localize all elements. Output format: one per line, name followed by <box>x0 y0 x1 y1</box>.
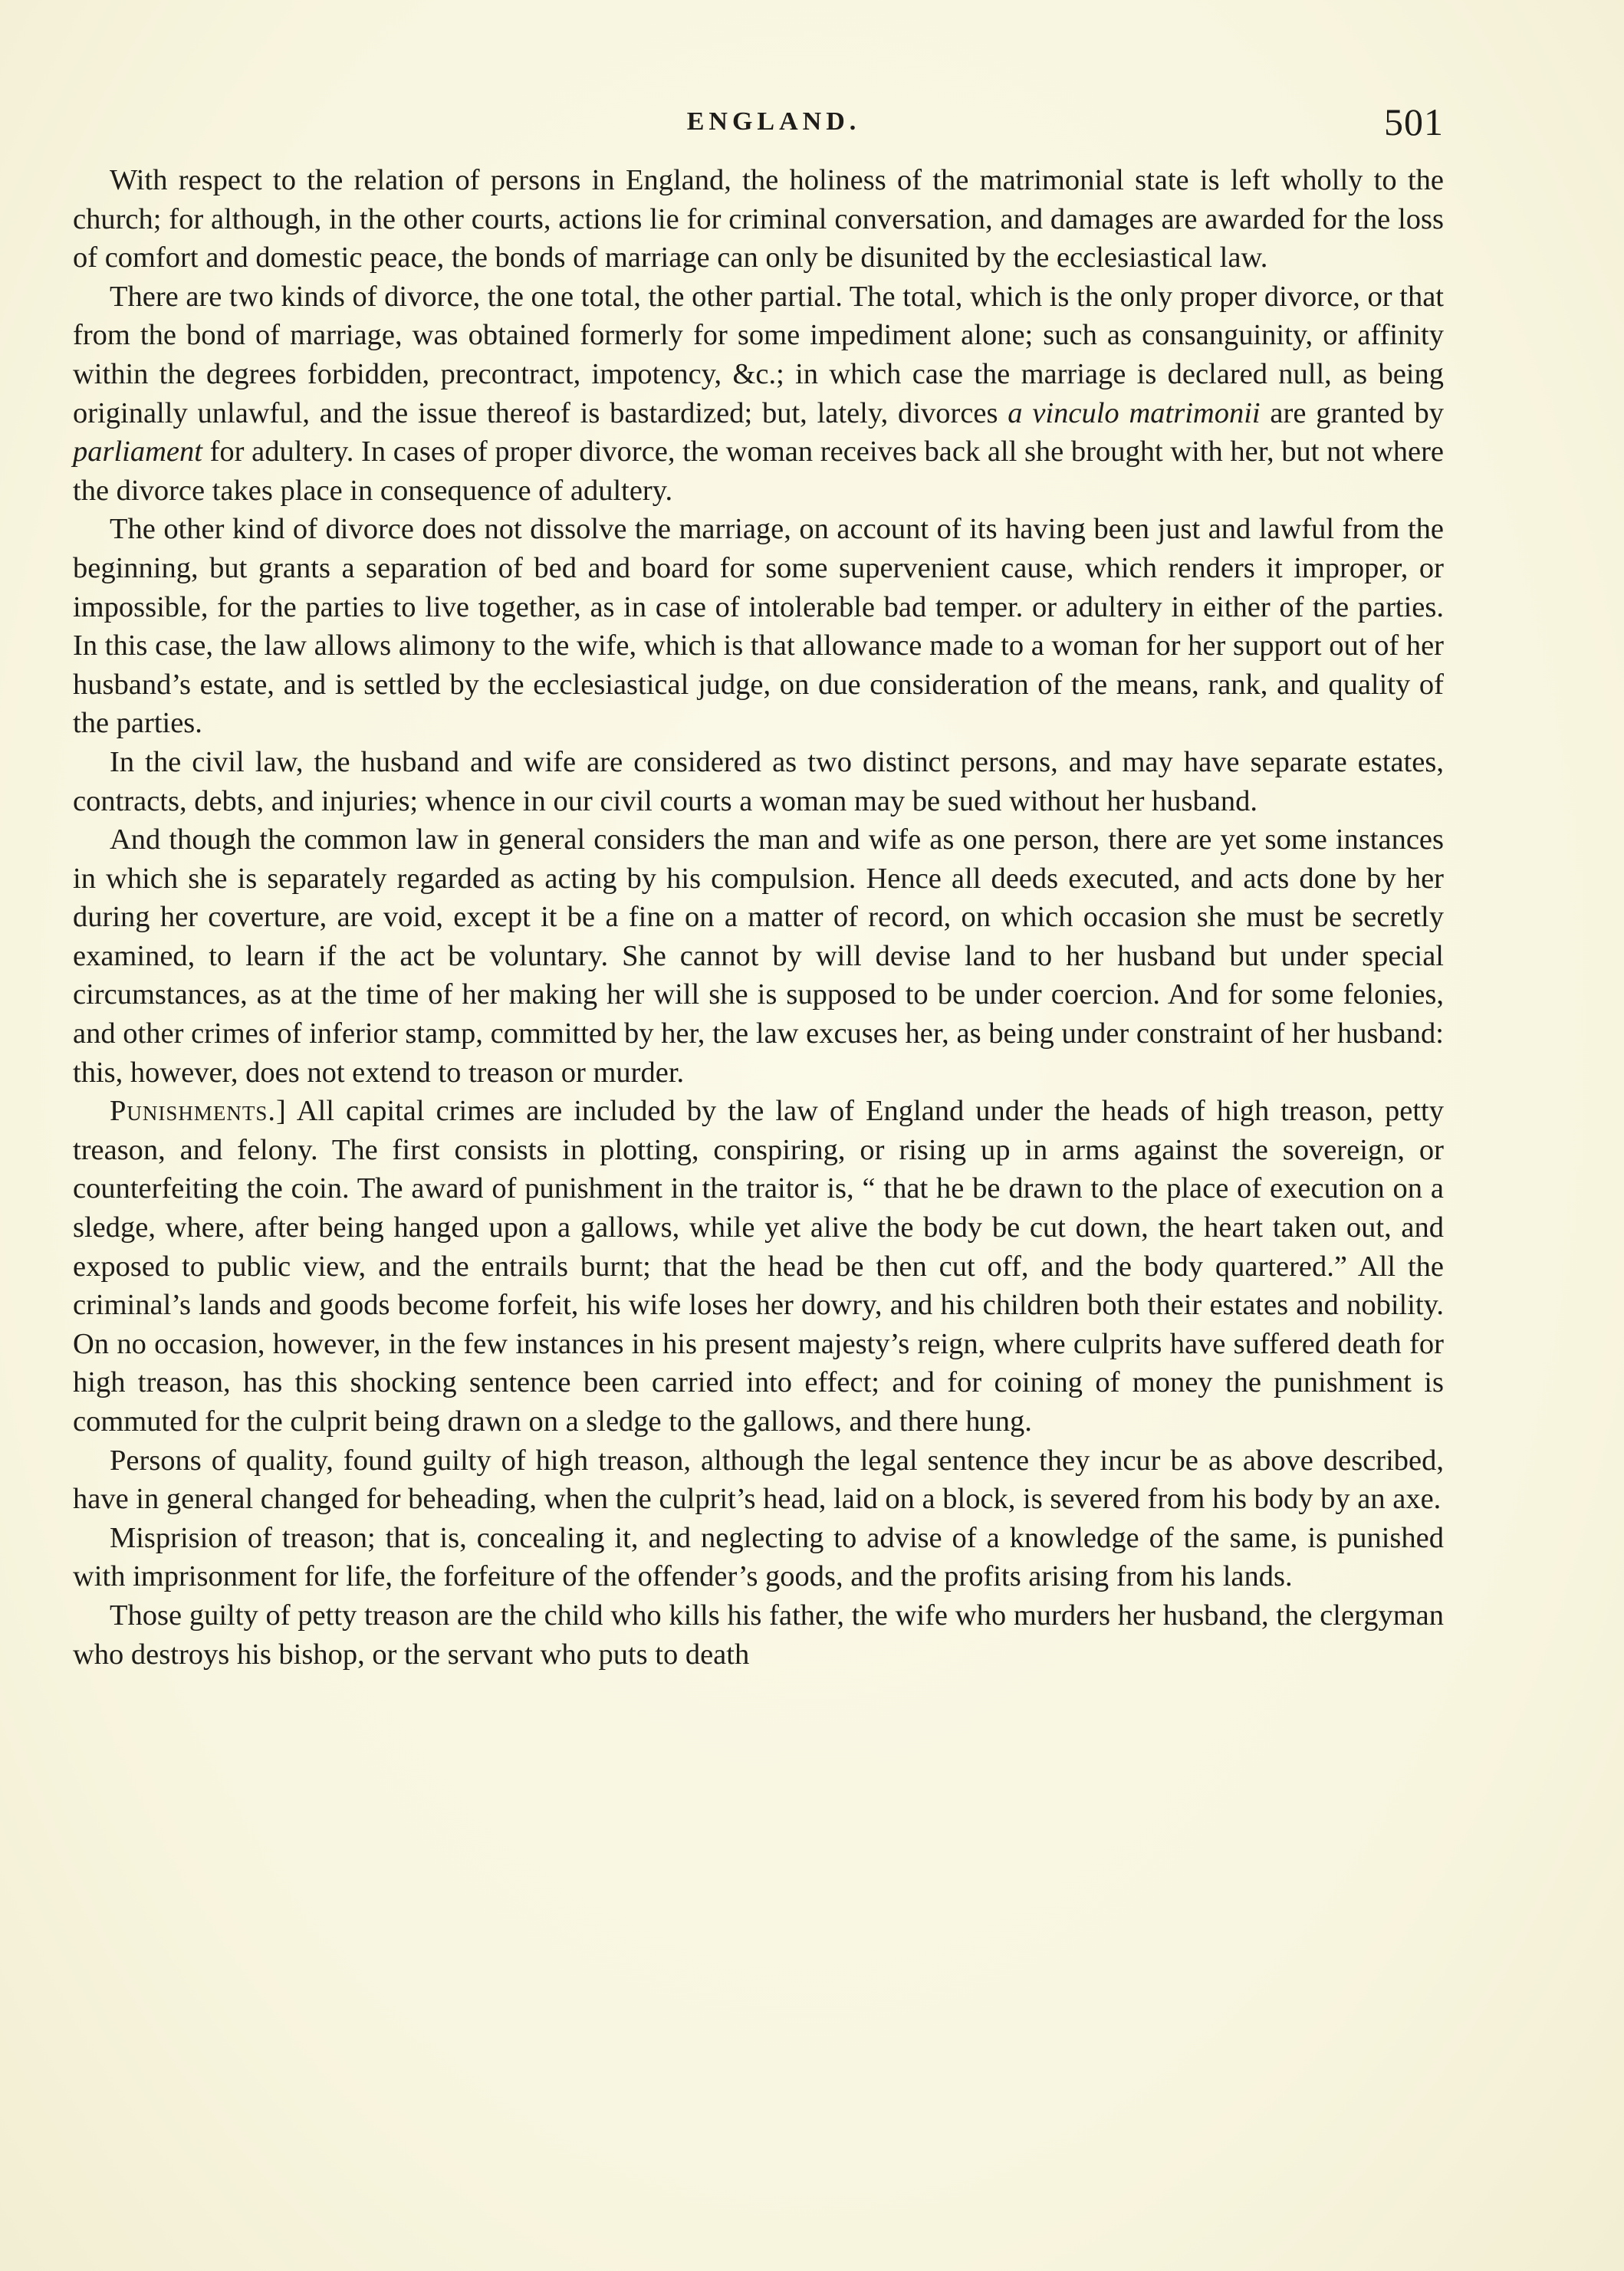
paragraph-common-law: And though the common law in general considers the man and wife as one person, there are yet some instances in which she is separately regarded as acting by his compulsion. Hence all deeds executed, and acts done by her during her coverture, are void, except it be a fine on a matter of record, on which occasion she must be secretly examined, to learn if the act be voluntary. She cannot by will devise land to her husband but under special circumstances, as at the time of her making her will she is supposed to be under coercion. And for some felonies, and other crimes of inferior stamp, committed by her, the law excuses her, as being under constraint of her husband: this, however, does not extend to treason or murder. <box>73 823 1444 1089</box>
paragraph-civil-law: In the civil law, the husband and wife are considered as two distinct persons, and may have separate estates, contracts, debts, and injuries; whence in our civil courts a woman may be sued without her husband. <box>73 745 1444 817</box>
paragraph-misprision: Misprision of treason; that is, concealing it, and neglecting to advise of a knowledge of the same, is punished with imprisonment for life, the forfeiture of the offender’s goods, and the profits arising from his lands. <box>73 1521 1444 1593</box>
paragraph-petty-treason: Those guilty of petty treason are the child who kills his father, the wife who murders her husband, the clergyman who destroys his bishop, or the servant who puts to death <box>73 1599 1444 1671</box>
paragraph-matrimonial-state: With respect to the relation of persons in England, the holiness of the matrimonial state is left wholly to the church; for although, in the other courts, actions lie for criminal conversation, and damages are awarded for the loss of comfort and domestic peace, the bonds of marriage can only be disunited by the ecclesiastical law. <box>73 164 1444 274</box>
latin-phrase: a vinculo matrimonii <box>1008 396 1261 429</box>
paragraph-text: There are two kinds of divorce, the one total, the other partial. The total, which is the only proper divorce, or that from the bond of marriage, was obtained formerly for some impediment alone; such as consanguinity, or affinity within the degrees forbidden, precontract, impotency, &c.; in which case the marriage is declared null, as being originally unlawful, and the issue thereof is bastardized; but, lately, divorces <box>73 280 1444 429</box>
section-heading: Punishments.] <box>110 1095 287 1128</box>
paragraph-persons-of-quality: Persons of quality, found guilty of high treason, although the legal sentence they incur be as above described, have in general changed for beheading, when the culprit’s head, laid on a block, is severed from his body by an axe. <box>73 1444 1444 1516</box>
paragraph-punishments <box>73 1092 1444 1441</box>
paragraph-text: All capital crimes are included by the law of England under the heads of high treason, petty treason, and felony. The first consists in plotting, conspiring, or rising up in arms against the sovereign, or counterfeiting the coin. The award of punishment in the traitor is, “ that he be drawn to the place of execution on a sledge, where, after being hanged upon a gallows, while yet alive the body be cut down, the heart taken out, and exposed to public view, and the entrails burnt; that the head be then cut off, and the body quartered.” All the criminal’s lands and goods become forfeit, his wife loses her dowry, and his children both their estates and nobility. On no occasion, however, in the few instances in his present majesty’s reign, where culprits have suffered death for high treason, has this shocking sentence been carried into effect; and for coining of money the punishment is commuted for the culprit being drawn on a sledge to the gallows, and there hung. <box>73 1095 1444 1438</box>
italic-word: parliament <box>73 435 202 468</box>
body-text <box>73 161 1444 1674</box>
page-number: 501 <box>1384 100 1444 143</box>
paragraph-text: for adultery. In cases of proper divorce, the woman receives back all she brought with her, but not where the divorce takes place in consequence of adultery. <box>73 435 1444 507</box>
paragraph-separation: The other kind of divorce does not dissolve the marriage, on account of its having been just and lawful from the beginning, but grants a separation of bed and board for some supervenient cause, which renders it improper, or impossible, for the parties to live together, as in case of intolerable bad temper. or adultery in either of the parties. In this case, the law allows alimony to the wife, which is that allowance made to a woman for her support out of her husband’s estate, and is settled by the ecclesiastical judge, on due consideration of the means, rank, and quality of the parties. <box>73 513 1444 740</box>
paragraph-kinds-of-divorce <box>73 278 1444 511</box>
running-head <box>73 100 1444 153</box>
paragraph-text: are granted by <box>1260 396 1444 429</box>
running-title: ENGLAND. <box>686 107 861 136</box>
